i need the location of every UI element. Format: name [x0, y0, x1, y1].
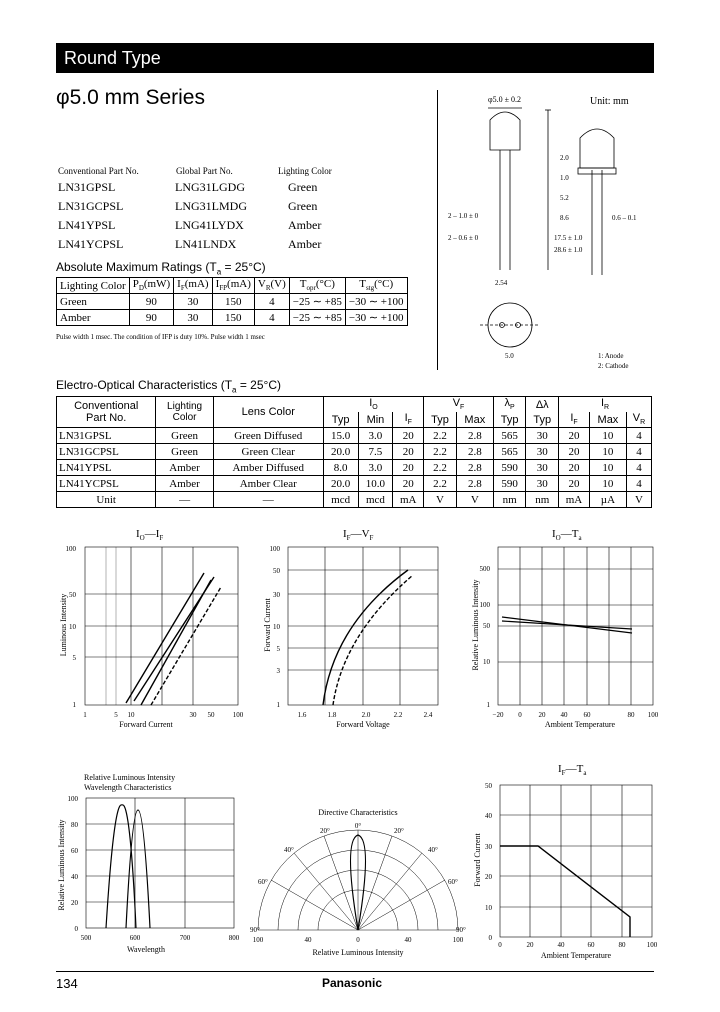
svg-text:60°: 60°: [258, 878, 268, 886]
c6-title: $I_F—T_a$: [558, 763, 587, 777]
pn-color: Green: [288, 199, 318, 213]
led-body-side: [490, 112, 520, 150]
svg-text:100: 100: [65, 545, 76, 553]
svg-text:1: 1: [72, 701, 76, 709]
eo-row: LN31GPSL Green Green Diffused 15.0 3.0 20 2.2 2.8 565 30 20 10 4: [57, 428, 652, 444]
svg-text:Forward Voltage: Forward Voltage: [336, 720, 390, 729]
chart-directive: [248, 800, 468, 965]
svg-text:5: 5: [72, 654, 76, 662]
svg-text:0: 0: [74, 925, 78, 933]
c3-title: $I_O—T_a$: [552, 528, 582, 542]
c2-title: $I_F—V_F$: [343, 528, 374, 542]
c1-line: [134, 577, 214, 701]
svg-text:40: 40: [404, 936, 412, 944]
svg-text:60°: 60°: [448, 878, 458, 886]
svg-text:50: 50: [207, 711, 215, 719]
svg-text:0: 0: [518, 711, 522, 719]
svg-text:2.4: 2.4: [423, 711, 433, 719]
svg-text:Relative Luminous Intensity: Relative Luminous Intensity: [57, 819, 66, 911]
eo-title: Electro-Optical Characteristics $(T_a = 25^\circ C)$: [56, 378, 281, 395]
svg-text:2 – 1.0 ± 0: 2 – 1.0 ± 0: [448, 212, 479, 220]
eo-row: LN41YPSL Amber Amber Diffused 8.0 3.0 20 2.2 2.8 590 30 20 10 4: [57, 460, 652, 476]
c1-line: [151, 587, 221, 705]
eo-h-io: $I_O$: [323, 397, 423, 413]
svg-text:60: 60: [587, 941, 595, 949]
svg-text:Forward Current: Forward Current: [263, 598, 272, 652]
svg-text:Ambient Temperature: Ambient Temperature: [540, 951, 612, 960]
svg-text:1: 1: [83, 711, 87, 719]
abs-max-table: [56, 277, 408, 326]
svg-text:10: 10: [69, 623, 76, 631]
svg-text:100: 100: [269, 545, 280, 553]
svg-text:2 – 0.6 ± 0: 2 – 0.6 ± 0: [448, 234, 479, 242]
svg-text:8.6: 8.6: [560, 214, 569, 222]
pn-color: Amber: [288, 237, 322, 251]
chart-wavelength: [56, 770, 246, 965]
amr-h-pd: $P_D(mW)$: [129, 278, 173, 294]
svg-text:50: 50: [273, 567, 280, 575]
svg-text:−20: −20: [492, 711, 504, 719]
svg-text:1.0: 1.0: [560, 174, 569, 182]
svg-text:20°: 20°: [394, 827, 404, 835]
amr-h-topr: $T_{opr}(^\circ C)$: [289, 278, 345, 294]
svg-text:5: 5: [276, 645, 280, 653]
svg-text:3: 3: [276, 667, 280, 675]
pn-header-conv: Conventional Part No.: [58, 166, 139, 176]
c1-title: $I_O—I_F$: [136, 528, 164, 542]
svg-text:10: 10: [127, 711, 135, 719]
pin-anode: 1: Anode: [598, 352, 624, 360]
svg-text:40: 40: [485, 812, 492, 820]
eo-row: LN31GCPSL Green Green Clear 20.0 7.5 20 2.2 2.8 565 30 20 10 4: [57, 444, 652, 460]
eo-h-lp: $\lambda_P$: [493, 397, 526, 413]
pn-conv: LN41YPSL: [58, 218, 116, 232]
pn-color: Amber: [288, 218, 322, 232]
svg-text:5.2: 5.2: [560, 194, 569, 202]
eo-h-vf: $V_F$: [424, 397, 494, 413]
dimension-drawing: [440, 90, 660, 375]
svg-text:2.0: 2.0: [361, 711, 371, 719]
chart-if-ta: [468, 760, 663, 965]
c3-line: [502, 621, 632, 629]
svg-text:60: 60: [583, 711, 591, 719]
svg-text:10: 10: [485, 904, 492, 912]
eo-h-ir: $I_R$: [559, 397, 652, 413]
footer-line: [56, 971, 654, 972]
dim-unit: Unit: mm: [590, 96, 629, 107]
svg-text:800: 800: [228, 934, 240, 942]
pn-header-global: Global Part No.: [176, 166, 233, 176]
svg-text:50: 50: [69, 591, 76, 599]
eo-row: LN41YCPSL Amber Amber Clear 20.0 10.0 20 2.2 2.8 590 30 20 10 4: [57, 476, 652, 492]
svg-text:20: 20: [538, 711, 546, 719]
svg-text:100: 100: [647, 711, 659, 719]
chart-if-vf: [258, 525, 448, 735]
svg-text:40°: 40°: [428, 846, 438, 854]
svg-text:0.6 – 0.1: 0.6 – 0.1: [612, 214, 637, 222]
svg-text:1: 1: [486, 701, 490, 709]
svg-text:80: 80: [71, 821, 78, 829]
svg-text:30: 30: [273, 591, 280, 599]
svg-text:20: 20: [71, 899, 78, 907]
svg-text:Relative Luminous Intensity: Relative Luminous Intensity: [84, 773, 176, 782]
svg-text:40: 40: [557, 941, 565, 949]
svg-text:10: 10: [483, 658, 490, 666]
svg-text:0: 0: [488, 934, 492, 942]
svg-text:100: 100: [67, 795, 78, 803]
svg-text:5.0: 5.0: [505, 352, 514, 360]
svg-text:10: 10: [273, 623, 280, 631]
svg-text:1.6: 1.6: [297, 711, 307, 719]
pin-cathode: 2: Cathode: [598, 362, 629, 370]
svg-text:Relative Luminous Intensity: Relative Luminous Intensity: [312, 948, 404, 957]
svg-text:500: 500: [479, 565, 490, 573]
eo-table: Conventional Part No. Lighting Color Lens Color $I_O$ $V_F$ $\lambda_P$ Δλ $I_R$ Typ Min $I_F$ Typ Max Typ Typ $I_F$ Max $V_R$ LN31GPSL Green Green Diffused 15.0 3.0 20 2.2 2.8 565 30 20 10 4 LN31GCPSL Green Green Clear 20.0 7.5 20 2.2 2.8 565 30 20 10 4 LN41YPSL Amber Amber Diffused 8.0 3.0 20 2.2 2.8 590 30 20 10 4 LN41YCPSL Amber Amber Clear 20.0 10.0 20 2.2 2.8 590 30 20 10 4 Unit — — mcd mcd mA V V nm nm mA µA V: [56, 396, 652, 508]
pn-global: LNG31LGDG: [175, 180, 245, 194]
chart-io-if: [56, 525, 246, 735]
section-header: Round Type: [56, 43, 654, 73]
amr-h-ifp: $I_{FP}(mA)$: [212, 278, 254, 294]
svg-text:90°: 90°: [456, 926, 466, 934]
svg-text:50: 50: [485, 782, 492, 790]
svg-text:Wavelength: Wavelength: [126, 945, 166, 954]
pn-conv: LN31GCPSL: [58, 199, 124, 213]
svg-text:20°: 20°: [320, 827, 330, 835]
abs-max-note: Pulse width 1 msec. The condition of IFP is duty 10%. Pulse width 1 msec: [56, 333, 265, 341]
svg-text:Forward Current: Forward Current: [119, 720, 173, 729]
divider-line: [437, 90, 438, 370]
pn-header-color: Lighting Color: [278, 166, 332, 176]
svg-text:2.2: 2.2: [393, 711, 403, 719]
amr-h-vr: $V_R(V)$: [254, 278, 289, 294]
pn-global: LNG31LMDG: [175, 199, 247, 213]
svg-text:80: 80: [618, 941, 626, 949]
svg-text:60: 60: [71, 847, 78, 855]
svg-text:Directive Characteristics: Directive Characteristics: [318, 808, 398, 817]
amr-h-color: Lighting Color: [57, 278, 130, 294]
svg-text:80: 80: [627, 711, 635, 719]
svg-text:17.5 ± 1.0: 17.5 ± 1.0: [554, 234, 583, 242]
brand-logo: Panasonic: [322, 976, 383, 990]
svg-text:600: 600: [129, 934, 141, 942]
amr-h-if: $I_F(mA)$: [174, 278, 212, 294]
svg-text:40: 40: [560, 711, 568, 719]
series-title: φ5.0 mm Series: [56, 86, 205, 109]
c1-line: [126, 573, 204, 703]
svg-text:Forward Current: Forward Current: [473, 833, 482, 887]
svg-text:90°: 90°: [250, 926, 260, 934]
amr-h-tstg: $T_{stg}(^\circ C)$: [345, 278, 407, 294]
eo-h-conv: Conventional Part No.: [57, 397, 156, 428]
pn-global: LNG41LYDX: [175, 218, 244, 232]
svg-text:2.0: 2.0: [560, 154, 569, 162]
svg-text:30: 30: [189, 711, 197, 719]
led-body-front: [580, 129, 614, 168]
svg-text:Wavelength Characteristics: Wavelength Characteristics: [84, 783, 172, 792]
svg-text:500: 500: [80, 934, 92, 942]
svg-text:100: 100: [232, 711, 244, 719]
svg-text:φ5.0 ± 0.2: φ5.0 ± 0.2: [488, 95, 522, 104]
svg-text:30: 30: [485, 843, 492, 851]
svg-text:1: 1: [276, 701, 280, 709]
eo-h-lens: Lens Color: [213, 397, 323, 428]
svg-text:5: 5: [114, 711, 118, 719]
svg-text:20: 20: [526, 941, 534, 949]
svg-text:Ambient Temperature: Ambient Temperature: [544, 720, 616, 729]
svg-text:40: 40: [71, 873, 78, 881]
svg-text:20: 20: [485, 873, 492, 881]
pn-conv: LN31GPSL: [58, 180, 116, 194]
c2-curve: [323, 570, 408, 705]
svg-text:100: 100: [252, 936, 264, 944]
eo-h-dl: Δλ: [526, 397, 559, 413]
eo-unit-row: Unit — — mcd mcd mA V V nm nm mA µA V: [57, 492, 652, 508]
svg-text:40°: 40°: [284, 846, 294, 854]
svg-text:40: 40: [304, 936, 312, 944]
eo-h-light: Lighting Color: [156, 397, 213, 428]
page-number: 134: [56, 976, 78, 991]
abs-max-title: Absolute Maximum Ratings $(T_a = 25^\circ C)$: [56, 260, 266, 277]
svg-text:1.8: 1.8: [327, 711, 337, 719]
svg-text:2.54: 2.54: [495, 279, 508, 287]
chart-io-ta: [462, 525, 662, 735]
svg-text:Luminous Intensity: Luminous Intensity: [59, 593, 68, 657]
c2-curve: [333, 575, 413, 705]
c4-curve: [106, 805, 136, 928]
c6-derating-line: [500, 846, 630, 937]
svg-text:100: 100: [479, 601, 490, 609]
svg-text:Relative Luminous Intensity: Relative Luminous Intensity: [471, 579, 480, 671]
svg-text:700: 700: [179, 934, 191, 942]
amr-row: Green 90 30 150 4 −25 ∼ +85 −30 ∼ +100: [57, 294, 408, 310]
svg-text:50: 50: [483, 622, 490, 630]
svg-text:100: 100: [646, 941, 658, 949]
c4-curve: [126, 810, 150, 928]
pn-conv: LN41YCPSL: [58, 237, 124, 251]
svg-text:28.6 ± 1.0: 28.6 ± 1.0: [554, 246, 583, 254]
pn-color: Green: [288, 180, 318, 194]
amr-row: Amber 90 30 150 4 −25 ∼ +85 −30 ∼ +100: [57, 310, 408, 326]
svg-text:0: 0: [356, 936, 360, 944]
svg-text:0: 0: [498, 941, 502, 949]
pn-global: LN41LNDX: [175, 237, 237, 251]
svg-text:0°: 0°: [354, 822, 362, 830]
svg-text:100: 100: [452, 936, 464, 944]
